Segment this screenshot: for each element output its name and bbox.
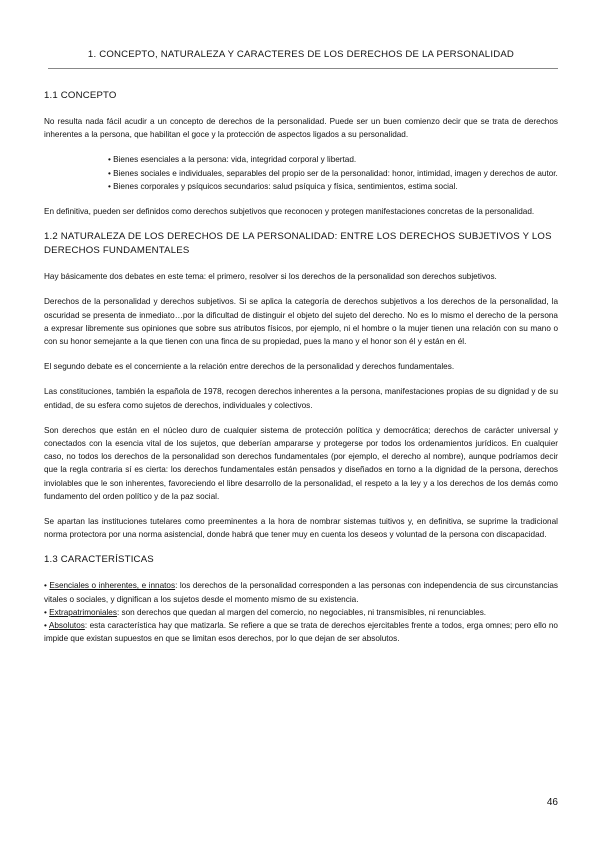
characteristic-term: Esenciales o inherentes, e innatos [49,581,176,591]
paragraph: Hay básicamente dos debates en este tema: el primero, resolver si los derechos de la personalidad son derechos subjetivos. [44,272,497,282]
characteristic-term: Extrapatrimoniales [49,607,117,617]
section-heading-caracteristicas: 1.3 CARACTERÍSTICAS [44,554,154,566]
paragraph: En definitiva, pueden ser definidos como derechos subjetivos que reconocen y protegen manifestaciones concretas de la personalidad. [44,207,535,217]
paragraph: Las constituciones, también la española de 1978, recogen derechos inherentes a la persona, manifestaciones propias de su dignidad y de su entidad, de su esfera como sujetos de derechos, individuales y colectivos. [44,387,558,410]
characteristic-term: Absolutos [48,621,85,631]
section-heading-naturaleza: 1.2 NATURALEZA DE LOS DERECHOS DE LA PERSONALIDAD: ENTRE LOS DERECHOS SUBJETIVOS Y LOS DERECHOS FUNDAMENTALES [44,231,552,257]
paragraph: Son derechos que están en el núcleo duro de cualquier sistema de protección política y democrática; derechos de carácter universal y conectados con la esencia vital de los sujetos, que deberían ampararse y protegerse por todos los ordenamientos jurídicos. En cualquier caso, no todos los derechos de la personalidad son derechos fundamentales (por ejemplo, el derecho al nombre), aunque podríamos decir que la regla contraria sí es cierta: los derechos fundamentales están pensados y diseñados en torno a la dignidad de la persona, derechos inviolables que le son inherentes, favoreciendo el libre desarrollo de la personalidad, el respeto a la ley y a los derechos de los demás como fundamento del orden político y de la paz social. [44,425,558,501]
list-item: • Bienes corporales y psíquicos secundarios: salud psíquica y física, sentimientos, estima social. [108,181,458,191]
section-heading-concepto: 1.1 CONCEPTO [44,90,117,101]
paragraph: El segundo debate es el concerniente a la relación entre derechos de la personalidad y derechos fundamentales. [44,362,455,372]
list-item: • Bienes sociales e individuales, separables del propio ser de la personalidad: honor, intimidad, imagen y derechos de autor. [108,168,558,178]
page-content [44,89,558,645]
paragraph: No resulta nada fácil acudir a un concepto de derechos de la personalidad. Puede ser un buen comienzo decir que se trata de derechos inherentes a la persona, que habilitan el goce y la protección de aspectos ligados a su personalidad. [44,117,558,140]
header-divider [48,68,558,69]
page-header: 1. CONCEPTO, NATURALEZA Y CARACTERES DE LOS DERECHOS DE LA PERSONALIDAD [87,49,515,60]
paragraph: Se apartan las instituciones tutelares como preeminentes a la hora de nombrar sistemas tuitivos y, en definitiva, se suprime la tradicional norma protectora por una norma asistencial, donde habrá que tener muy en cuenta los deseos y voluntad de la persona con discapacidad. [44,517,558,540]
page-number: 46 [546,797,558,808]
characteristic-item: • Extrapatrimoniales: son derechos que quedan al margen del comercio, no negociables, ni transmisibles, ni renunciables. [44,607,487,617]
characteristic-item: • Absolutos: esta característica hay que matizarla. Se refiere a que se trata de derechos ejercitables frente a todos, erga omnes; pero ello no impide que existan supuestos en que se limitan esos derechos, por lo que dejan de ser absolutos. [44,621,558,644]
list-item: • Bienes esenciales a la persona: vida, integridad corporal y libertad. [108,155,357,165]
bullet-list [44,153,558,193]
paragraph: Derechos de la personalidad y derechos subjetivos. Si se aplica la categoría de derechos subjetivos a los derechos de la personalidad, la oscuridad se presenta de inmediato…por la dificultad de distinguir el objeto del sujeto del derecho. No es lo mismo el derecho de la persona a expresar libremente sus opiniones que sobre sus atributos físicos, por ejemplo, ni el hombre o la mujer tienen una relación con su mano o con su honor semejante a la que tienen con una finca de su propiedad, pues la mano y el honor son él y están en él. [44,297,558,347]
characteristic-item: • Esenciales o inherentes, e innatos: los derechos de la personalidad corresponden a las personas con independencia de sus circunstancias vitales o sociales, y dignifican a los sujetos desde el momento mismo de su existencia. [44,581,558,604]
